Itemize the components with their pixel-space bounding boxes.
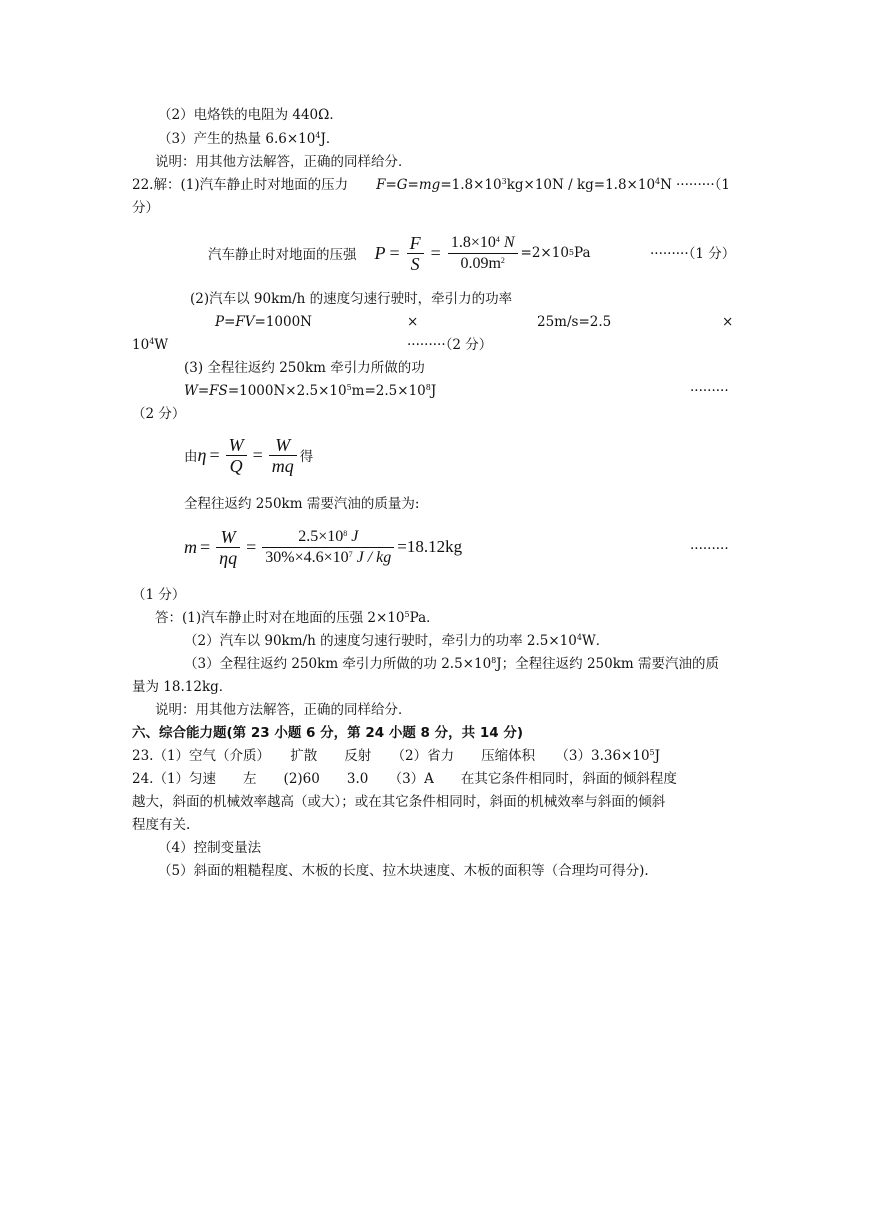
text: J；全程往返约 250km 需要汽油的质 <box>496 656 720 672</box>
text: （4）控制变量法 <box>158 840 262 856</box>
text: （1 分） <box>132 587 186 603</box>
score-marker <box>690 540 729 558</box>
symbol-eta: η <box>197 444 207 465</box>
denominator <box>448 254 518 274</box>
superscript: 8 <box>343 528 348 538</box>
numerator: W <box>269 435 297 456</box>
result: =18.12kg <box>397 537 463 556</box>
text: 说明：用其他方法解答，正确的同样给分． <box>155 702 412 718</box>
answer-line <box>132 793 665 811</box>
formula-text <box>537 313 611 331</box>
text: × <box>407 314 419 330</box>
score-marker <box>676 176 730 194</box>
denominator: mq <box>271 455 294 476</box>
note-line <box>155 153 412 171</box>
text: （2 分） <box>132 406 186 422</box>
symbol-m: m <box>184 536 197 557</box>
formula-continuation <box>132 336 168 354</box>
superscript: 3 <box>501 177 507 186</box>
formula-label: 汽车静止时对地面的压强 <box>208 247 357 263</box>
text: 量为 18.12kg． <box>132 679 233 695</box>
note-line <box>155 701 412 719</box>
text: kg×10N / kg=1.8×10 <box>506 177 656 193</box>
section-heading <box>132 724 523 742</box>
answer-summary <box>184 655 719 673</box>
text: 由 <box>184 449 198 465</box>
text: （3）产生的热量 6.6×10 <box>158 131 316 147</box>
score-marker <box>650 245 735 263</box>
fraction-w-over-q <box>226 435 247 476</box>
unit: N <box>499 233 515 251</box>
times-sign <box>407 313 418 331</box>
answer-summary <box>132 678 232 696</box>
text: （2）电烙铁的电阻为 440Ω． <box>158 107 343 123</box>
text: 全程往返约 250km 需要汽油的质量为: <box>184 496 420 512</box>
formula-text: W=FS <box>184 383 228 399</box>
answer-line <box>184 359 425 377</box>
unit: J <box>347 527 359 545</box>
text: ········· <box>690 383 729 399</box>
symbol-p: P <box>374 242 386 263</box>
text: 答：(1)汽车静止时对在地面的压强 2×10 <box>155 610 405 626</box>
text: 六、综合能力题(第 23 小题 6 分，第 24 小题 8 分，共 14 分) <box>132 725 523 741</box>
superscript: 4 <box>495 234 500 244</box>
times-sign <box>722 313 733 331</box>
superscript: 4 <box>149 337 155 346</box>
formula-text: F=G=mg <box>376 177 441 193</box>
text: 24.（1）匀速 左 (2)60 3.0 （3）A 在其它条件相同时，斜面的倾斜程度 <box>132 771 677 787</box>
superscript: 2 <box>500 255 505 265</box>
numerator <box>262 527 394 548</box>
unit: J / kg <box>352 548 392 566</box>
text: m=2.5×10 <box>351 383 426 399</box>
denominator: ηq <box>219 547 238 568</box>
superscript: 4 <box>576 633 582 642</box>
score-continuation <box>132 586 185 604</box>
superscript: 5 <box>649 748 655 757</box>
power-formula <box>215 313 312 331</box>
answer-line <box>158 862 649 880</box>
text: W． <box>581 633 610 649</box>
numerator: W <box>226 435 247 456</box>
work-formula <box>184 382 436 400</box>
text: （5）斜面的粗糙程度、木板的长度、拉木块速度、木板的面积等（合理均可得分). <box>158 863 649 879</box>
pressure-formula: 汽车静止时对地面的压强 P = $\frac{F}{S}$ = $\frac{1.8\times 10^4 N}{0.09m^2}$ =2×10 5 Pa <box>208 232 591 274</box>
fraction-w-over-etaq <box>216 527 240 568</box>
text: (2)汽车以 90km/h 的速度匀速行驶时，牵引力的功率 <box>190 291 513 307</box>
text: Pa． <box>409 610 440 626</box>
answer-line <box>184 495 419 513</box>
question-22-line <box>132 176 672 194</box>
denominator: S <box>410 253 420 274</box>
score-continuation <box>132 199 159 217</box>
text: （2）汽车以 90km/h 的速度匀速行驶时，牵引力的功率 2.5×10 <box>184 633 577 649</box>
score-continuation <box>132 405 185 423</box>
denominator: Q <box>229 455 243 476</box>
superscript: 4 <box>655 177 661 186</box>
text: 说明：用其他方法解答，正确的同样给分． <box>155 154 412 170</box>
mass-formula: m = $\frac{W}{\eta q}$ = $\frac{2.5\times 10^8 J}{30\%\times 4.6\times 10^7 J / kg}$ =18.12kg <box>184 526 463 568</box>
score-marker <box>407 336 492 354</box>
fraction-f-over-s <box>407 233 424 274</box>
text: 25m/s=2.5 <box>537 314 612 330</box>
answer-line <box>158 839 261 857</box>
numerator: F <box>407 233 424 254</box>
text: =1000N <box>254 314 312 330</box>
text: 10 <box>132 337 150 353</box>
answer-summary <box>184 632 609 650</box>
fraction-value <box>262 527 394 568</box>
superscript: 7 <box>348 549 353 559</box>
superscript: 8 <box>425 383 431 392</box>
superscript: 5 <box>404 610 410 619</box>
number: 2.5×10 <box>298 527 344 545</box>
superscript: 8 <box>491 656 497 665</box>
answer-line <box>158 106 343 124</box>
answer-line <box>158 130 339 148</box>
text: 得 <box>299 449 314 465</box>
question-23-line <box>132 747 660 765</box>
text: 分） <box>132 200 159 216</box>
answer-line <box>190 290 512 308</box>
text: J <box>654 748 661 764</box>
text: =1.8×10 <box>440 177 502 193</box>
number: 30%×4.6×10 <box>265 548 349 566</box>
number: 1.8×10 <box>450 233 496 251</box>
unit: Pa <box>574 245 591 261</box>
result: =2×10 <box>520 245 569 261</box>
text: 越大，斜面的机械效率越高（或大）；或在其它条件相同时，斜面的机械效率与斜面的倾斜 <box>132 794 666 810</box>
text: ·········（1 分） <box>650 246 736 262</box>
formula-text: P=FV <box>215 314 255 330</box>
efficiency-formula: 由 η = $\frac{W}{Q}$ = $\frac{W}{mq}$ 得 <box>184 434 314 476</box>
fraction-value <box>448 233 518 274</box>
answer-summary <box>155 609 440 627</box>
numerator <box>448 233 518 254</box>
superscript: 5 <box>346 383 352 392</box>
question-24-line <box>132 770 677 788</box>
text: =1000N×2.5×10 <box>227 383 347 399</box>
text: 23.（1）空气（介质） 扩散 反射 （2）省力 压缩体积 （3）3.36×10 <box>132 748 650 764</box>
text: W <box>154 337 169 353</box>
fraction-w-over-mq <box>269 435 297 476</box>
text: 22.解：(1)汽车静止时对地面的压力 <box>132 177 349 193</box>
text: (3) 全程往返约 250km 牵引力所做的功 <box>184 360 425 376</box>
numerator: W <box>216 527 240 548</box>
text: × <box>722 314 734 330</box>
answer-line <box>132 816 190 834</box>
text: ········· <box>690 541 729 557</box>
text: ·········（2 分） <box>407 337 493 353</box>
text: （3）全程往返约 250km 牵引力所做的功 2.5×10 <box>184 656 492 672</box>
score-marker <box>690 382 729 400</box>
text: ·········（1 <box>676 177 730 193</box>
number: 0.09m <box>460 254 501 272</box>
denominator <box>262 548 394 568</box>
text: J． <box>320 131 340 147</box>
text: J <box>430 383 437 399</box>
text: N <box>660 177 672 193</box>
text: 程度有关. <box>132 817 191 833</box>
superscript: 4 <box>315 131 321 140</box>
